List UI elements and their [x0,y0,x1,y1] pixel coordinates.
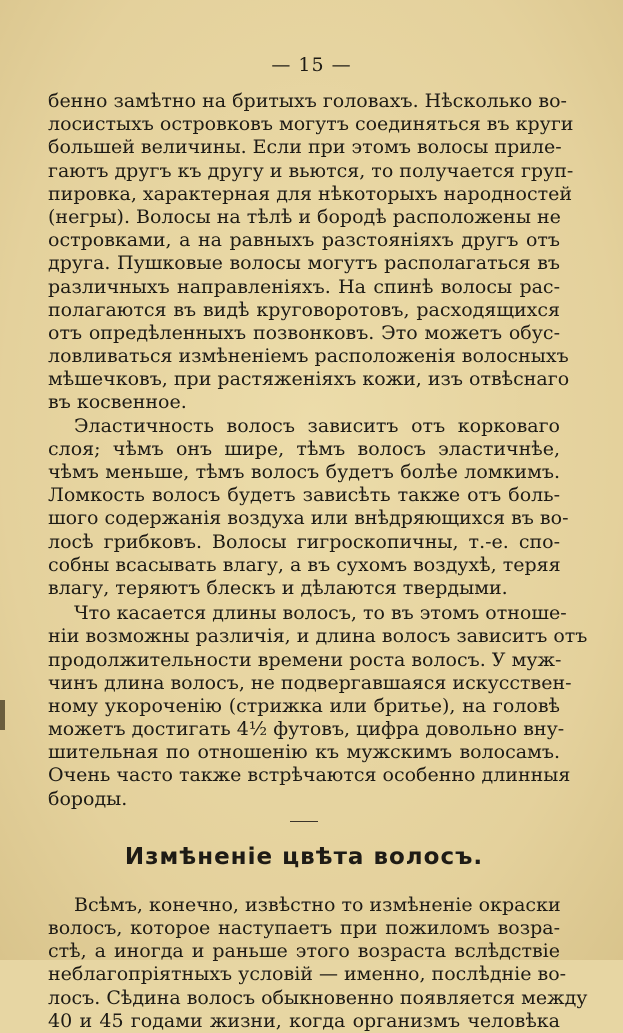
paragraph-1 [48,90,574,415]
text-line: слоя; чѣмъ онъ шире, тѣмъ волосъ эластичнѣе, [48,437,560,460]
text-line: чѣмъ меньше, тѣмъ волосъ будетъ болѣе ломкимъ. [48,461,560,483]
text-line: шительная по отношенію къ мужскимъ волосамъ. [48,741,560,764]
text-line: гаютъ другъ къ другу и вьются, то получается груп- [48,159,574,182]
text-line: мѣшечковъ, при растяженіяхъ кожи, изъ отвѣснаго [48,368,570,391]
text-line: 40 и 45 годами жизни, когда организмъ человѣка [48,1009,560,1032]
paragraph-2 [48,414,569,601]
text-line: неблагопріятныхъ условій — именно, послѣдніе во- [48,963,567,986]
text-line: ному укороченію (стрижка или бритье), на головѣ [48,694,560,717]
paragraph-3 [48,602,588,811]
text-line: продолжительности времени роста волосъ. У муж- [48,648,562,671]
section-divider [290,821,318,822]
text-line: влагу, теряютъ блескъ и дѣлаются твердыми. [48,576,508,599]
text-line: стѣ, а иногда и раньше этого возраста вслѣдствіе [48,940,560,963]
text-line: бенно замѣтно на бритыхъ головахъ. Нѣсколько во- [48,90,567,112]
text-line: ловливаться измѣненіемъ расположенія волосныхъ [48,345,569,368]
text-line: островками, а на равныхъ разстояніяхъ другъ отъ [48,229,560,252]
text-line: Очень часто также встрѣчаются особенно длинныя [48,764,571,787]
text-line: отъ опредѣленныхъ позвонковъ. Это можетъ обус- [48,321,560,344]
text-line: Всѣмъ, конечно, извѣстно то измѣненіе окраски [74,893,561,916]
section-heading: Измѣненіе цвѣта волосъ. [124,843,484,870]
text-line: пировка, характерная для нѣкоторыхъ народностей [48,182,573,205]
text-line: лосъ. Сѣдина волосъ обыкновенно появляется между [48,986,588,1009]
text-line: чинъ длина волосъ, не подвергавшаяся искусствен- [48,671,572,694]
text-line: полагаются въ видѣ круговоротовъ, расходящихся [48,298,560,321]
text-line: (негры). Волосы на тѣлѣ и бородѣ расположены не [48,205,561,228]
section-paragraph [48,893,588,1033]
text-line: Что касается длины волосъ, то въ этомъ отноше- [74,602,567,625]
text-line: ніи возможны различія, и длина волосъ зависитъ отъ [48,625,588,648]
text-line: друга. Пушковые волосы могутъ располагаться въ [48,252,560,275]
page-text [48,90,588,1033]
text-line: Эластичность волосъ зависитъ отъ корковаго [74,414,560,437]
text-line: различныхъ направленіяхъ. На спинѣ волосы рас- [48,275,560,298]
text-line: Ломкость волосъ будетъ зависѣть также отъ боль- [48,484,560,507]
text-line: бороды. [48,787,128,810]
text-line: большей величины. Если при этомъ волосы приле- [48,136,562,159]
text-line: шого содержанія воздуха или внѣдряющихся въ во- [48,507,569,530]
text-line: въ косвенное. [48,391,187,414]
text-line: лосистыхъ островковъ могутъ соединяться въ круги [48,113,574,136]
page-edge-mark [0,700,5,730]
text-line: собны всасывать влагу, а въ сухомъ воздухѣ, теряя [48,553,561,576]
page-number: — 15 — [271,54,352,76]
text-line: волосъ, которое наступаетъ при пожиломъ возра- [48,917,560,939]
text-line: можетъ достигать 4½ футовъ, цифра довольно вну- [48,718,565,741]
text-line: лосѣ грибковъ. Волосы гигроскопичны, т.-е. спо- [48,530,560,553]
